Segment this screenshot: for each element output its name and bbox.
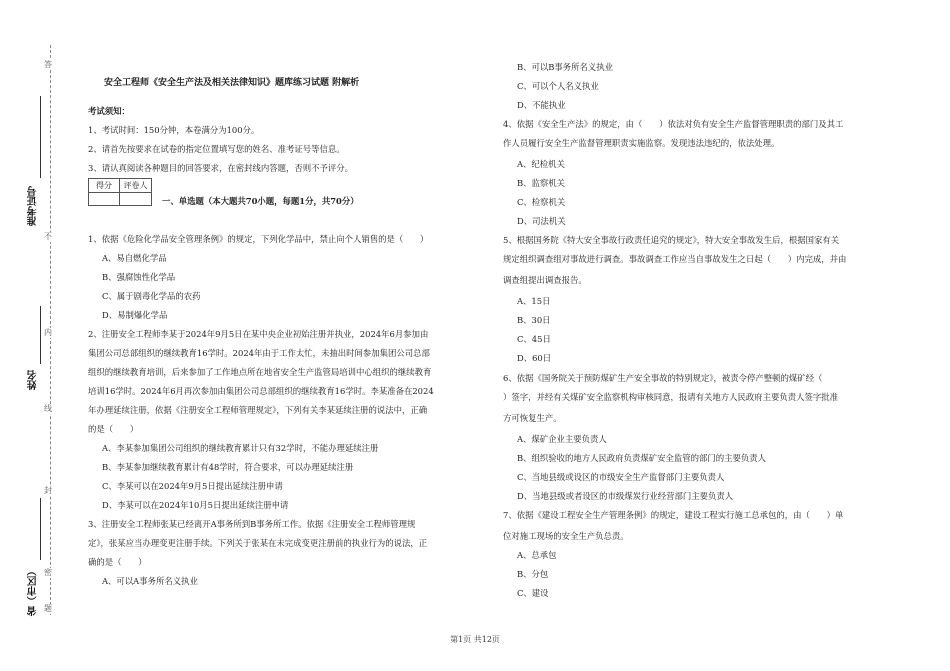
option-line: D、60日: [517, 353, 552, 363]
text-line: 组织的继续教育培训，后来参加了工作地点所在地省安全生产监管局培训中心组织的继续教育: [88, 367, 432, 377]
option-line: A、可以A事务所名义执业: [102, 576, 198, 586]
text-line: 作人员履行安全生产监督管理职责实施监察。发现违法违纪的，依法处理。: [503, 138, 780, 148]
text-line: 4、依据《安全生产法》的规定，由（ ）依法对负有安全生产监督管理职责的部门及其工: [503, 119, 844, 129]
option-line: C、建设: [517, 588, 549, 598]
page-number: 第1页 共12页: [450, 635, 500, 644]
ticket-number-line[interactable]: [40, 96, 41, 178]
score-box: [88, 178, 152, 206]
option-line: A、李某参加集团公司组织的继续教育累计只有32学时，不能办理延续注册: [102, 443, 379, 453]
cut-word: 不: [44, 232, 52, 241]
option-line: A、总承包: [517, 550, 557, 560]
text-line: 6、依据《国务院关于预防煤矿生产安全事故的特别规定》，被责令停产整顿的煤矿经（: [503, 373, 840, 383]
option-line: D、司法机关: [517, 216, 566, 226]
section-heading: 一、单选题（本大题共70小题，每题1分，共70分）: [162, 196, 359, 206]
text-line: 5、根据国务院《特大安全事故行政责任追究的规定》，特大安全事故发生后，根据国家有关: [503, 235, 840, 245]
name-line[interactable]: [40, 306, 41, 364]
option-line: B、李某参加继续教育累计有48学时，符合要求，可以办理延续注册: [102, 462, 354, 472]
cut-word: 题: [44, 604, 52, 613]
province-label: 省（市区）: [28, 566, 39, 616]
cut-word: 内: [44, 328, 52, 337]
option-line: B、监察机关: [517, 178, 566, 188]
text-line: 集团公司总部组织的继续教育16学时。2024年由于工作太忙，未抽出时间参加集团公司总部: [88, 348, 430, 358]
text-line: 位对施工现场的安全生产负总责。: [503, 531, 629, 541]
text-line: 年办理延续注册，依据《注册安全工程师管理规定》，下列有关李某延续注册的说法中，正确: [88, 405, 428, 415]
cut-word: 答: [44, 60, 52, 69]
text-line: 的是（ ）: [88, 424, 139, 434]
text-line: 规定组织调查组对事故进行调查。事故调查工作应当自事故发生之日起（ ）内完成，并由: [503, 254, 847, 264]
cut-word: 线: [44, 404, 52, 413]
option-line: D、当地县级或者设区的市级煤炭行业经营部门主要负责人: [517, 491, 734, 501]
notice-item: 3、请认真阅读各种题目的回答要求，在密封线内答题，否则不予评分。: [88, 163, 353, 173]
cut-word: 密: [44, 568, 52, 577]
binding-margin: [0, 0, 72, 671]
ticket-number-label: 准考证号: [28, 186, 39, 226]
notice-heading: 考试须知：: [88, 106, 130, 116]
option-line: C、检察机关: [517, 197, 566, 207]
text-line: 2、注册安全工程师李某于2024年9月5日在某中央企业初始注册并执业，2024年6月参加由: [88, 329, 429, 339]
text-line: 培训16学时。2024年6月再次参加由集团公司总部组织的继续教育16学时。李某准备在2024: [88, 386, 434, 396]
notice-item: 1、考试时间：150分钟，本卷满分为100分。: [88, 125, 260, 135]
option-line: A、纪检机关: [517, 159, 565, 169]
option-line: D、不能执业: [517, 100, 566, 110]
option-line: A、易自燃化学品: [102, 253, 167, 263]
text-line: 调查组提出调查报告。: [503, 275, 587, 285]
option-line: B、组织验收的地方人民政府负责煤矿安全监管的部门的主要负责人: [517, 453, 767, 463]
text-line: 定》，张某应当办理变更注册手续。下列关于张某在未完成变更注册前的执业行为的说法，正: [88, 538, 428, 548]
option-line: C、当地县级或设区的市级安全生产监督部门主要负责人: [517, 472, 725, 482]
option-line: B、分包: [517, 569, 549, 579]
option-line: B、强腐蚀性化学品: [102, 272, 176, 282]
notice-item: 2、请首先按要求在试卷的指定位置填写您的姓名、准考证号等信息。: [88, 144, 345, 154]
grader-label: 评卷人: [123, 181, 148, 190]
score-label: 得分: [89, 179, 120, 192]
text-line: 方可恢复生产。: [503, 413, 562, 423]
text-line: 确的是（ ）: [88, 557, 147, 567]
option-line: B、可以B事务所名义执业: [517, 62, 614, 72]
option-line: C、45日: [517, 334, 551, 344]
text-line: 7、依据《建设工程安全生产管理条例》的规定，建设工程实行施工总承包的，由（ ）单: [503, 510, 844, 520]
text-line: 3、注册安全工程师张某已经离开A事务所到B事务所工作。依据《注册安全工程师管理规: [88, 519, 416, 529]
exam-title: 安全工程师《安全生产法及相关法律知识》题库练习试题 附解析: [104, 78, 360, 88]
option-line: D、易制爆化学品: [102, 310, 168, 320]
text-line: ）签字，并经有关煤矿安全监察机构审核同意，报请有关地方人民政府主要负责人签字批准: [503, 392, 838, 402]
option-line: C、属于剧毒化学品的农药: [102, 291, 201, 301]
option-line: B、30日: [517, 315, 551, 325]
cut-word: 封: [44, 486, 52, 495]
name-label: 姓名: [28, 370, 39, 390]
option-line: D、李某可以在2024年10月5日提出延续注册申请: [102, 500, 289, 510]
option-line: C、可以个人名义执业: [517, 81, 599, 91]
option-line: C、李某可以在2024年9月5日提出延续注册申请: [102, 481, 283, 491]
option-line: A、15日: [517, 296, 551, 306]
option-line: A、煤矿企业主要负责人: [517, 434, 607, 444]
province-line[interactable]: [40, 498, 41, 560]
text-line: 1、依据《危险化学品安全管理条例》的规定，下列化学品中，禁止向个人销售的是（ ）: [88, 234, 429, 244]
